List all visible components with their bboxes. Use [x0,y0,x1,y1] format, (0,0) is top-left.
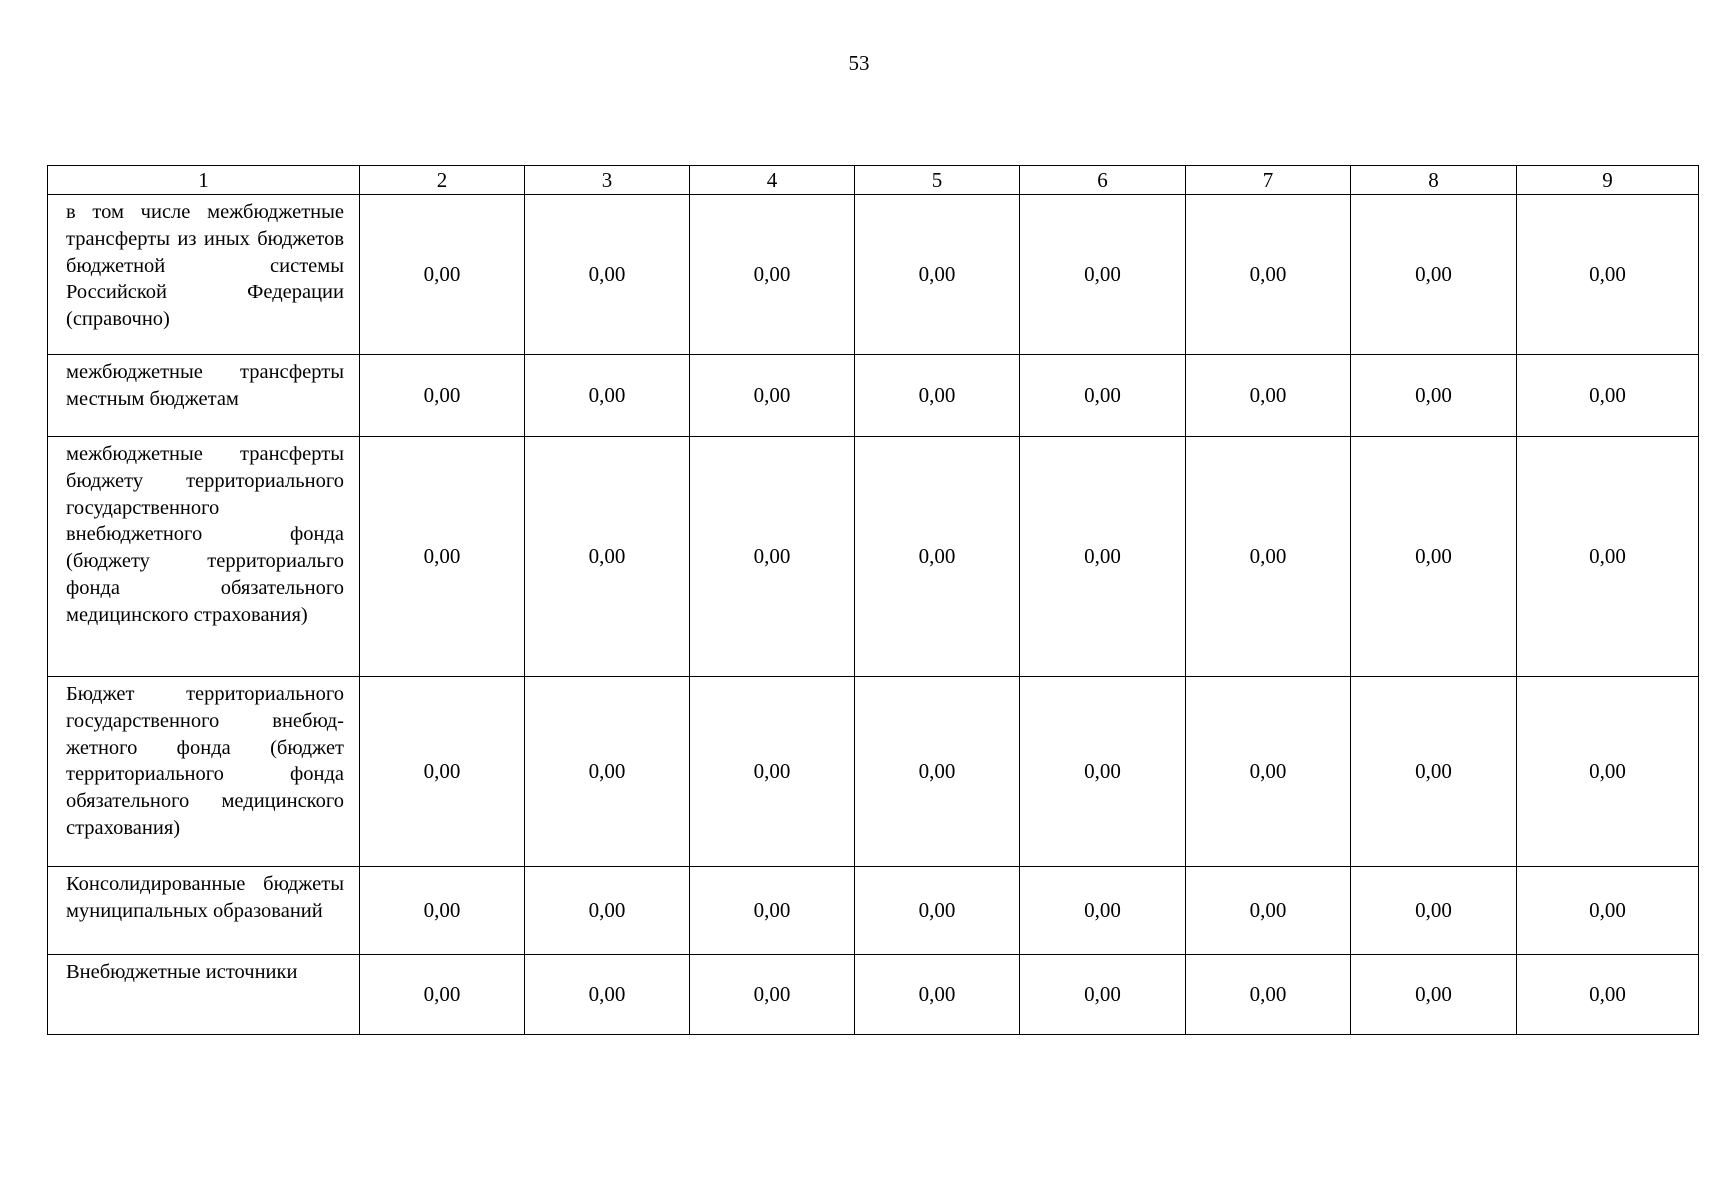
table-cell: 0,00 [1186,355,1351,437]
table-row [48,955,1699,1035]
table-cell: 0,00 [1517,355,1699,437]
table-cell: 0,00 [1020,867,1186,955]
table-cell: 0,00 [855,355,1020,437]
row-label: Внебюджетные источники [48,955,360,1035]
table-cell: 0,00 [1186,195,1351,355]
column-number-row [48,166,1699,195]
table-cell: 0,00 [1517,195,1699,355]
table-cell: 0,00 [360,867,525,955]
row-label: межбюджетные трансферты местным бюджетам [48,355,360,437]
table-cell: 0,00 [690,955,855,1035]
table-cell: 0,00 [690,437,855,677]
table-cell: 0,00 [690,677,855,867]
table-cell: 0,00 [690,867,855,955]
table-row [48,195,1699,355]
table-cell: 0,00 [360,437,525,677]
table-cell: 0,00 [1351,195,1517,355]
table-cell: 0,00 [525,355,690,437]
table-cell: 0,00 [1351,677,1517,867]
table-cell: 0,00 [1020,677,1186,867]
column-number: 4 [690,166,855,195]
table-cell: 0,00 [855,437,1020,677]
table-cell: 0,00 [1020,355,1186,437]
table-cell: 0,00 [1186,677,1351,867]
table-row [48,677,1699,867]
table-cell: 0,00 [1186,437,1351,677]
table-cell: 0,00 [855,955,1020,1035]
column-number: 9 [1517,166,1699,195]
table-cell: 0,00 [1020,437,1186,677]
column-number: 5 [855,166,1020,195]
table-cell: 0,00 [690,195,855,355]
table-cell: 0,00 [1517,867,1699,955]
table-row [48,867,1699,955]
table-cell: 0,00 [1517,677,1699,867]
table-cell: 0,00 [1020,955,1186,1035]
table-cell: 0,00 [855,677,1020,867]
column-number: 7 [1186,166,1351,195]
table-cell: 0,00 [1517,955,1699,1035]
table-cell: 0,00 [360,195,525,355]
column-number: 6 [1020,166,1186,195]
table-cell: 0,00 [525,867,690,955]
table-cell: 0,00 [855,867,1020,955]
table-cell: 0,00 [855,195,1020,355]
column-number: 3 [525,166,690,195]
table-cell: 0,00 [525,955,690,1035]
table-cell: 0,00 [1351,355,1517,437]
row-label: Консолидированные бюджеты муниципальных образований [48,867,360,955]
table-cell: 0,00 [690,355,855,437]
page-number: 53 [848,51,870,75]
row-label: в том числе межбюджетные трансферты из иных бюджетов бюджетной системы Российской Федерации (справочно) [48,195,360,355]
table-row [48,437,1699,677]
budget-table [47,165,1699,1035]
table-row [48,355,1699,437]
table-cell: 0,00 [1186,867,1351,955]
column-number: 2 [360,166,525,195]
table-cell: 0,00 [525,437,690,677]
column-number: 8 [1351,166,1517,195]
table-cell: 0,00 [360,355,525,437]
table-cell: 0,00 [1186,955,1351,1035]
table-cell: 0,00 [525,195,690,355]
table-cell: 0,00 [360,955,525,1035]
row-label: межбюджетные трансферты бюджету территориального государственного внебюджетного фонда (бюджету территориальго фонда обязательного медицинского страхования) [48,437,360,677]
table-cell: 0,00 [1351,867,1517,955]
table-cell: 0,00 [360,677,525,867]
table-cell: 0,00 [1351,437,1517,677]
row-label: Бюджет территориального государственного внебюджетного фонда (бюджет территориального фонда обязательного медицинского страхования) [48,677,360,867]
table-cell: 0,00 [1020,195,1186,355]
table-cell: 0,00 [1517,437,1699,677]
table-cell: 0,00 [525,677,690,867]
table-cell: 0,00 [1351,955,1517,1035]
column-number: 1 [48,166,360,195]
